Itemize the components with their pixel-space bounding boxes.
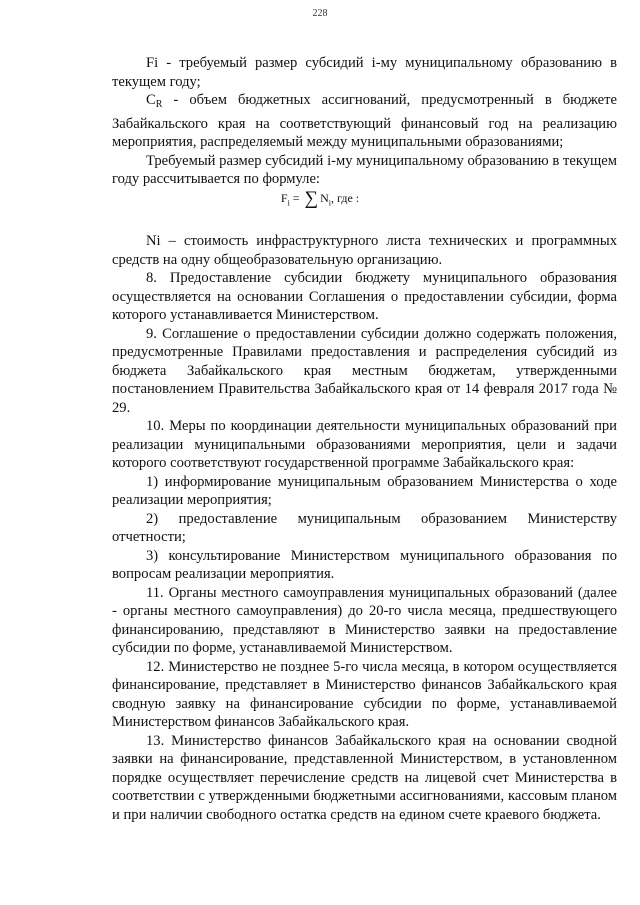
text-line: Fi - требуемый размер субсидий i-му муниципальному образованию в [146,55,617,71]
text-line: ходе реализации мероприятия; [112,473,617,508]
text-line: 8. Предоставление субсидии бюджету муниципального образования [146,270,617,286]
formula-equals: = [289,191,303,205]
text-line: 9. Соглашение о предоставлении субсидии должно содержать [146,325,541,342]
paragraph-fi-definition [112,54,617,91]
formula-suffix: , где : [331,191,360,205]
paragraph-item-13 [112,732,617,825]
text-line: мероприятия, распределяемый между муниципальными образованиями; [112,134,564,150]
paragraph-subitem-1 [112,473,617,510]
text-line: положения, предусмотренные Правилами предоставления и распределения [112,325,617,360]
text-line: Забайкальского края сводную заявку на финансирование субсидии по форме, [112,677,617,712]
text-line: (далее - органы местного самоуправления) до 20-го числа месяца, [112,584,617,619]
text-line: 3) консультирование Министерством муниципального образования по [146,547,617,564]
text-line: при реализации муниципальными образованиями мероприятия, цели и задачи [112,418,617,453]
text-line: средств на одну общеобразовательную организацию. [112,251,443,268]
formula-right-subscript: i [328,198,332,208]
text-line: февраля 2017 года № 29. [112,381,617,416]
text-line: средств на едином счете краевого бюджета. [330,806,601,823]
text-line: 13. Министерство финансов Забайкальского края на основании сводной [146,732,617,749]
paragraph-subitem-2 [112,510,617,547]
text-line: осуществляется финансирование, представляет в Министерство финансов [112,658,617,693]
symbol-subscript-r: R [155,99,163,110]
text-line: 11. Органы местного самоуправления муниципальных образований [146,584,573,601]
text-line: которого соответствуют государственной программе Забайкальского края: [112,455,575,471]
paragraph-subitem-3 [112,547,617,584]
paragraph-item-12 [112,658,617,732]
text-line: утвержденными постановлением Правительства Забайкальского края от 14 [112,362,617,397]
text-line: осуществляется на основании Соглашения о предоставлении субсидии, [112,288,572,305]
sum-symbol: ∑ [304,188,319,209]
formula-left: F [280,191,288,205]
text-line: устанавливаемой Министерством финансов Забайкальского края. [112,695,617,730]
text-line: Забайкальского края на соответствующий финансовый год на реализацию [112,115,617,132]
paragraph-cr-definition [112,91,617,152]
paragraph-item-10 [112,417,617,473]
text-line: ассигнованиями, кассовым планом и при наличии свободного остатка [112,788,618,823]
formula [0,188,640,213]
paragraph-item-11 [112,584,617,658]
body-text-upper [112,54,617,189]
symbol-c: C [146,92,156,108]
paragraph-item-8 [112,269,617,325]
text-line: 1) информирование муниципальным образованием Министерства о [146,473,583,490]
body-text-lower [112,232,617,824]
text-line: текущем году рассчитывается по формуле: [112,152,617,187]
text-line: отчетности; [112,529,186,545]
text-line: Ni – стоимость инфраструктурного листа технических и программных [146,233,617,249]
text-line: Требуемый размер субсидий i-му муниципальному образованию в [146,152,560,169]
page-number: 228 [312,8,328,19]
paragraph-item-9 [112,325,617,418]
text-line: субсидий из бюджета Забайкальского края местным бюджетам, [112,344,617,379]
text-line: Министерства в соответствии с утвержденными бюджетными [112,769,617,804]
text-line: установленном порядке осуществляет перечисление средств на лицевой счет [112,751,617,786]
text-line: 10. Меры по координации деятельности муниципальных образований [146,418,590,434]
paragraph-ni-definition [112,232,617,269]
text-line: - объем бюджетных ассигнований, предусмотренный в бюджете [162,92,617,108]
text-line: форма которого устанавливается Министерством. [112,288,618,323]
text-line: вопросам реализации мероприятия. [112,566,335,582]
formula-left-subscript: i [287,198,290,208]
text-line: текущем году; [112,73,201,90]
text-line: на предоставление субсидии по форме, устанавливаемой Министерством. [112,621,617,656]
paragraph-formula-intro [112,152,617,189]
text-line: заявки на финансирование, представленной Министерством, в [112,751,517,767]
text-line: 12. Министерство не позднее 5-го числа месяца, в котором [146,658,514,675]
text-line: предшествующего финансированию, представляют в Министерство заявки [112,603,617,638]
formula-right: N [320,191,329,205]
text-line: 2) предоставление муниципальным образованием Министерству [146,510,617,527]
